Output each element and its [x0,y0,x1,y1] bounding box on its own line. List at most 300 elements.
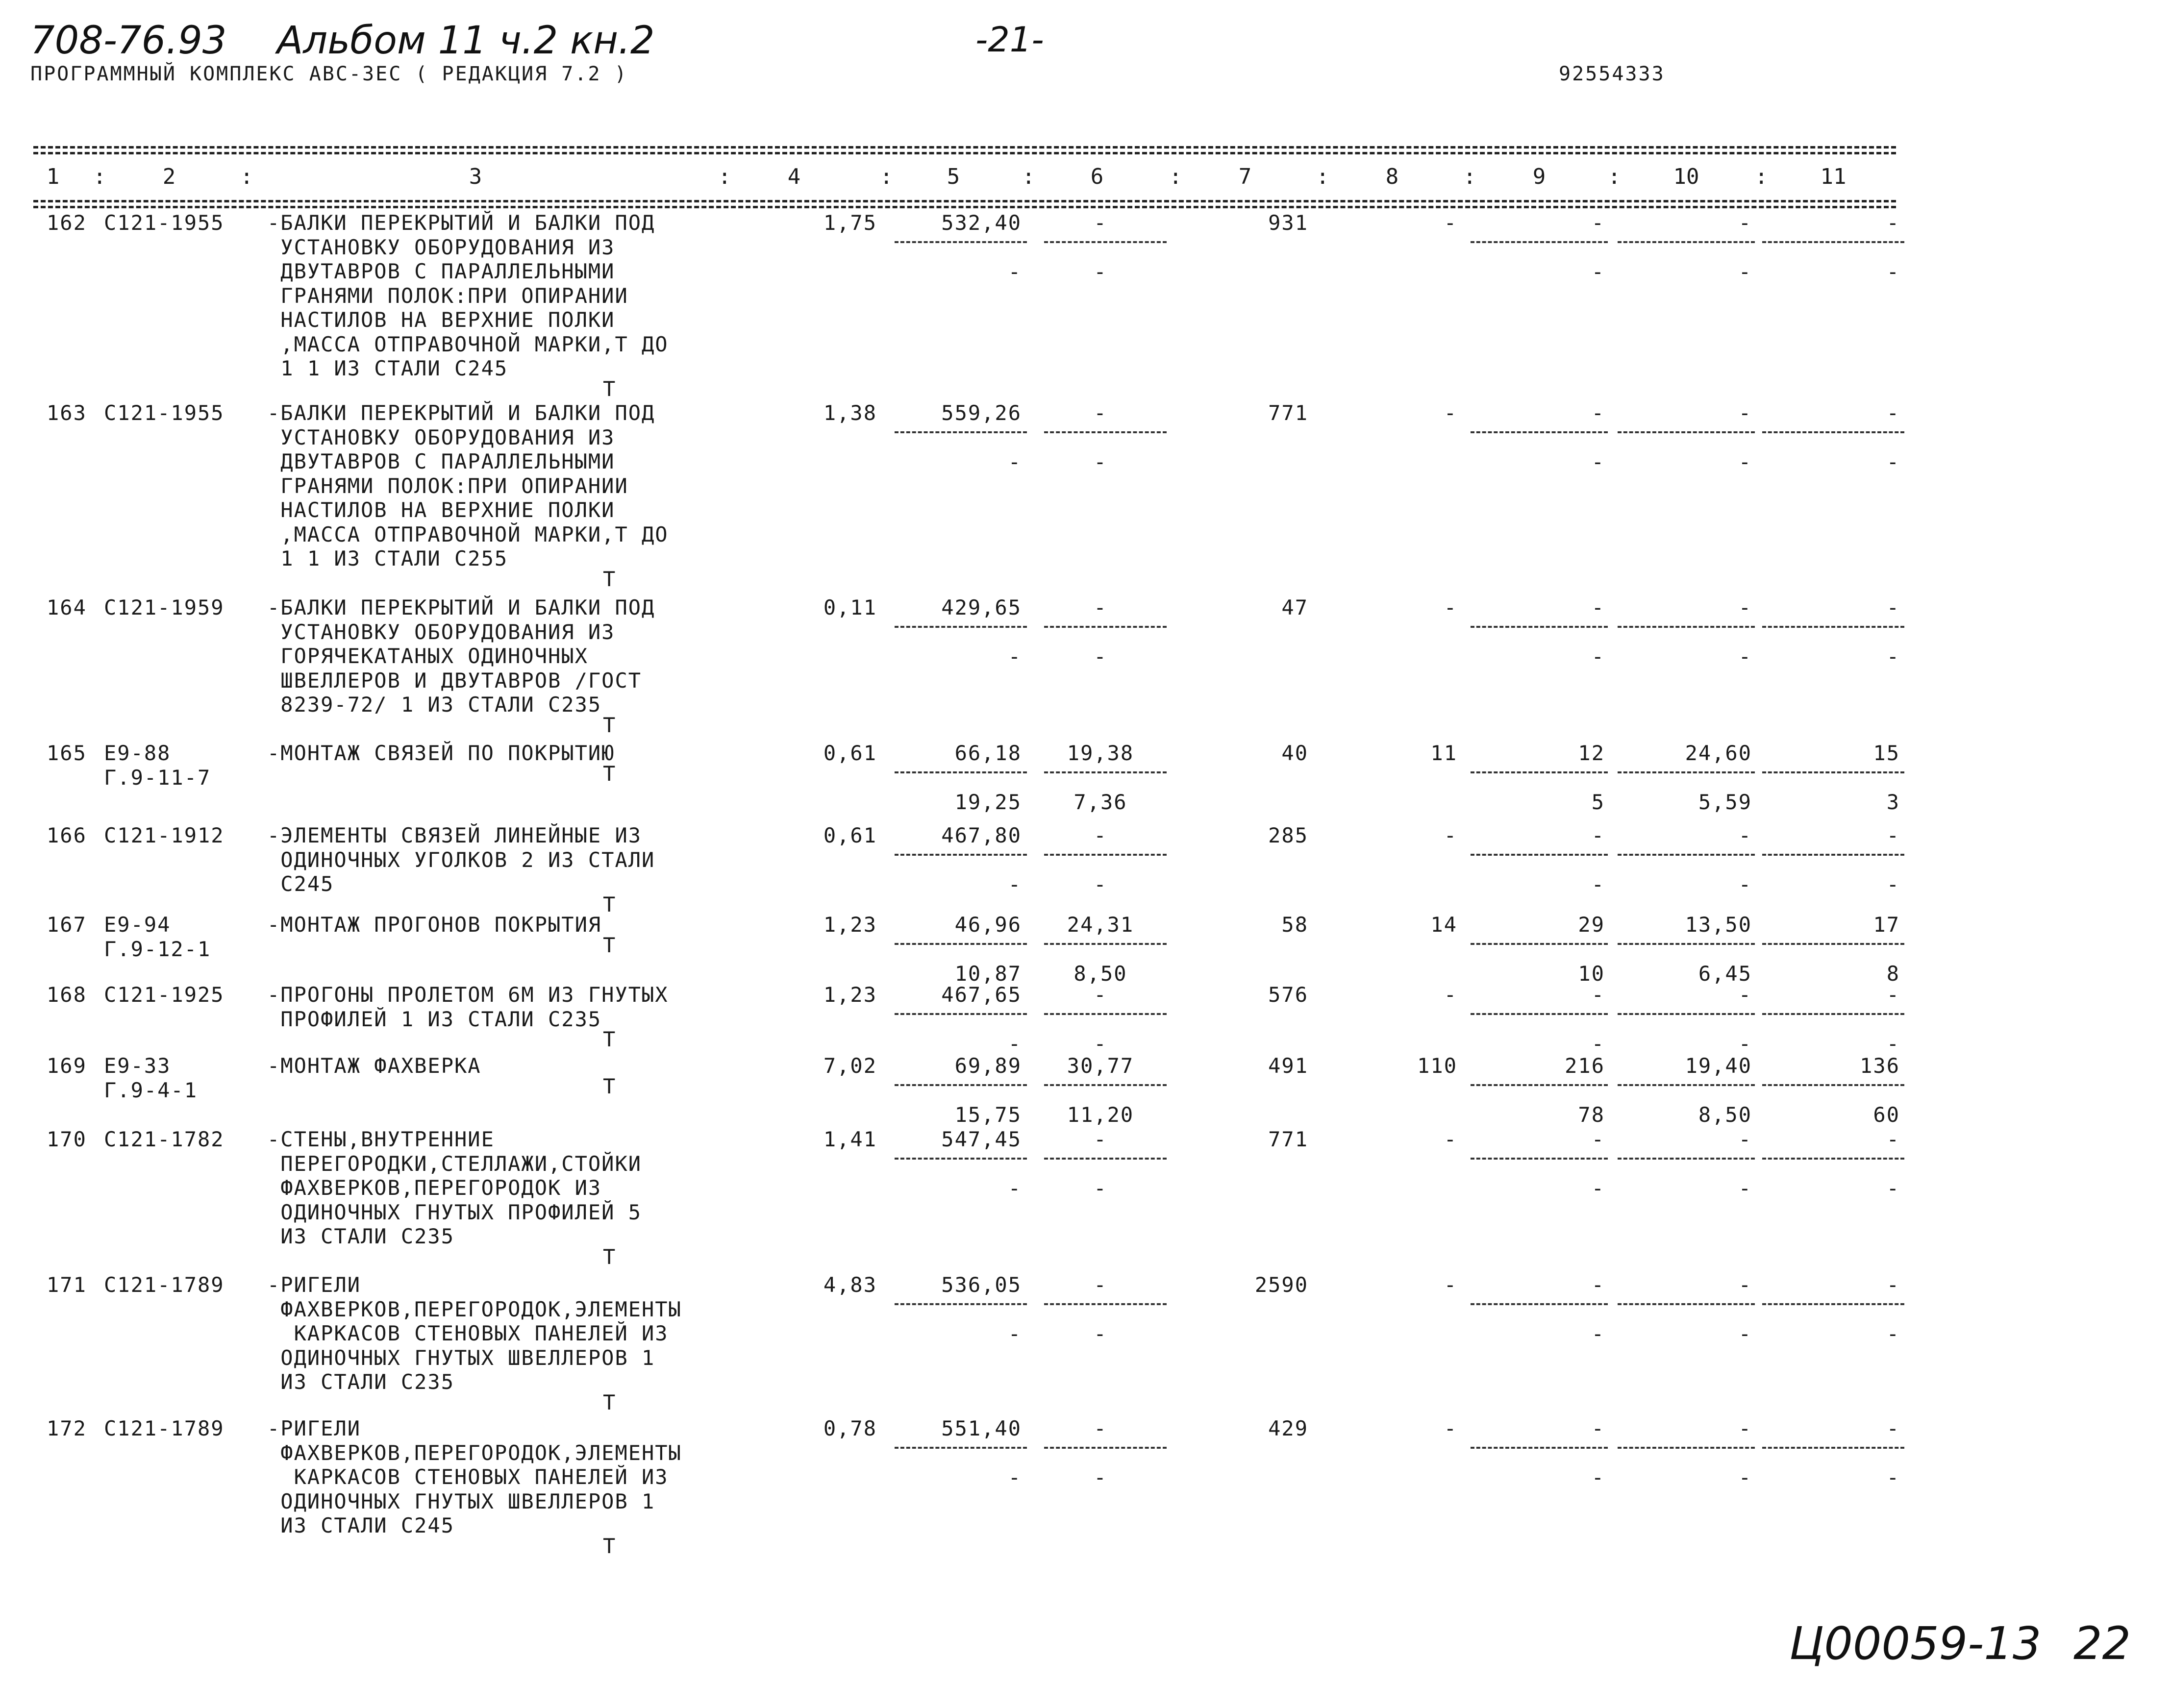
column-9-sub: - [1591,872,1605,896]
column-11-value: 15 [1873,741,1900,765]
column-11-value: - [1886,1416,1900,1440]
resource-code: Е9-88 [104,741,171,765]
resource-code: С121-1955 [104,401,225,425]
column-6-sub: 8,50 [1073,962,1127,986]
unit-cost: 532,40 [941,211,1022,235]
total-cost: 47 [1281,595,1308,619]
column-10-sub: - [1738,1322,1752,1346]
work-description: ГРАНЯМИ ПОЛОК:ПРИ ОПИРАНИИ [267,473,628,498]
quantity: 1,23 [823,983,877,1007]
column-11-sub: 8 [1886,962,1900,986]
column-6-value: 19,38 [1067,741,1134,765]
work-description: ИЗ СТАЛИ С245 [267,1513,455,1537]
column-6-sub: - [1094,872,1107,896]
column-10-sub: - [1738,260,1752,284]
work-description: КАРКАСОВ СТЕНОВЫХ ПАНЕЛЕЙ ИЗ [267,1465,669,1489]
column-9-value: - [1591,1273,1605,1297]
row-number: 166 [47,823,87,847]
column-6-value: - [1094,983,1107,1007]
row-number: 167 [47,913,87,937]
unit-cost: 66,18 [954,741,1022,765]
column-number: 5 [947,164,960,189]
fraction-rule [1618,431,1755,433]
column-6-sub: - [1094,1032,1107,1056]
fraction-rule [1618,771,1755,773]
column-10-sub: - [1738,644,1752,668]
work-description: -МОНТАЖ СВЯЗЕЙ ПО ПОКРЫТИЮ [267,741,615,765]
quantity: 0,61 [823,741,877,765]
resource-code: Е9-33 [104,1054,171,1078]
column-6-sub: - [1094,1176,1107,1200]
fraction-rule [895,1013,1027,1015]
column-9-sub: - [1591,644,1605,668]
fraction-rule [1762,943,1904,945]
column-9-value: 29 [1578,913,1605,937]
fraction-rule [1471,771,1608,773]
quantity: 0,61 [823,823,877,847]
fraction-rule [1618,1013,1755,1015]
fraction-rule [1471,1303,1608,1305]
work-description: -РИГЕЛИ [267,1273,361,1297]
column-10-sub: 8,50 [1698,1103,1752,1127]
column-11-value: - [1886,211,1900,235]
resource-code: Г.9-11-7 [104,766,211,790]
column-separator: : [1316,164,1329,189]
total-cost: 40 [1281,741,1308,765]
column-8-value: - [1444,595,1457,619]
unit-of-measure: Т [603,933,617,957]
column-11-sub: - [1886,1465,1900,1489]
unit-cost-sub: - [1008,644,1022,668]
unit-of-measure: Т [603,567,617,591]
row-number: 164 [47,595,87,619]
column-9-value: - [1591,1416,1605,1440]
column-6-value: - [1094,1127,1107,1151]
column-header-rule [33,200,1896,202]
fraction-rule [1471,854,1608,856]
row-number: 171 [47,1273,87,1297]
work-description: -БАЛКИ ПЕРЕКРЫТИЙ И БАЛКИ ПОД [267,401,655,425]
total-cost: 58 [1281,913,1308,937]
fraction-rule [1762,771,1904,773]
fraction-rule [1044,1447,1167,1449]
work-description: ПРОФИЛЕЙ 1 ИЗ СТАЛИ С235 [267,1007,602,1031]
work-description: ФАХВЕРКОВ,ПЕРЕГОРОДОК,ЭЛЕМЕНТЫ [267,1440,682,1465]
column-11-sub: - [1886,1322,1900,1346]
program-name: ПРОГРАММНЫЙ КОМПЛЕКС АВС-3ЕС ( РЕДАКЦИЯ 7.2 ) [30,63,628,85]
quantity: 0,11 [823,595,877,619]
resource-code: С121-1789 [104,1273,225,1297]
row-number: 162 [47,211,87,235]
unit-of-measure: Т [603,1027,617,1051]
resource-code: С121-1789 [104,1416,225,1440]
quantity: 1,23 [823,913,877,937]
quantity: 7,02 [823,1054,877,1078]
fraction-rule [895,1447,1027,1449]
fraction-rule [1762,1447,1904,1449]
column-header-rule-2 [33,206,1896,208]
column-10-value: - [1738,983,1752,1007]
column-8-value: - [1444,1127,1457,1151]
unit-of-measure: Т [603,713,617,737]
column-number: 11 [1820,164,1847,189]
unit-cost: 536,05 [941,1273,1022,1297]
work-description: С245 [267,872,334,896]
unit-cost: 69,89 [954,1054,1022,1078]
column-11-sub: - [1886,644,1900,668]
column-6-value: - [1094,595,1107,619]
fraction-rule [1471,1084,1608,1086]
column-6-value: - [1094,401,1107,425]
unit-of-measure: Т [603,376,617,401]
work-description: 1 1 ИЗ СТАЛИ С255 [267,546,508,570]
column-8-value: 14 [1430,913,1457,937]
row-number: 163 [47,401,87,425]
quantity: 1,41 [823,1127,877,1151]
unit-of-measure: Т [603,1074,617,1098]
work-description: УСТАНОВКУ ОБОРУДОВАНИЯ ИЗ [267,235,615,259]
column-11-sub: - [1886,872,1900,896]
total-cost: 931 [1268,211,1308,235]
column-6-sub: - [1094,644,1107,668]
unit-cost-sub: - [1008,1322,1022,1346]
unit-of-measure: Т [603,1534,617,1558]
unit-cost: 429,65 [941,595,1022,619]
table-top-rule [33,146,1896,149]
resource-code: С121-1959 [104,595,225,619]
unit-cost: 551,40 [941,1416,1022,1440]
fraction-rule [1044,1303,1167,1305]
column-9-value: - [1591,595,1605,619]
column-10-value: - [1738,211,1752,235]
unit-of-measure: Т [603,1244,617,1269]
column-number: 8 [1385,164,1399,189]
fraction-rule [1762,626,1904,628]
column-9-value: - [1591,1127,1605,1151]
column-separator: : [1463,164,1476,189]
column-11-value: - [1886,983,1900,1007]
column-6-value: - [1094,211,1107,235]
column-10-sub: 6,45 [1698,962,1752,986]
total-cost: 576 [1268,983,1308,1007]
unit-cost: 46,96 [954,913,1022,937]
work-description: ОДИНОЧНЫХ ГНУТЫХ ШВЕЛЛЕРОВ 1 [267,1345,655,1370]
column-10-value: - [1738,1273,1752,1297]
column-11-value: - [1886,595,1900,619]
column-9-sub: 10 [1578,962,1605,986]
row-number: 168 [47,983,87,1007]
work-description: -МОНТАЖ ПРОГОНОВ ПОКРЫТИЯ [267,913,602,937]
column-9-sub: 78 [1578,1103,1605,1127]
column-6-value: 30,77 [1067,1054,1134,1078]
fraction-rule [1618,854,1755,856]
column-10-value: - [1738,1127,1752,1151]
column-8-value: - [1444,823,1457,847]
fraction-rule [1762,241,1904,243]
column-8-value: 110 [1417,1054,1457,1078]
fraction-rule [895,431,1027,433]
fraction-rule [1044,1084,1167,1086]
column-9-sub: - [1591,450,1605,474]
column-number: 4 [787,164,801,189]
column-8-value: - [1444,401,1457,425]
column-10-value: - [1738,595,1752,619]
column-9-value: - [1591,983,1605,1007]
quantity: 1,75 [823,211,877,235]
column-6-sub: - [1094,450,1107,474]
fraction-rule [1618,1447,1755,1449]
fraction-rule [1471,626,1608,628]
column-separator: : [880,164,893,189]
column-10-value: 19,40 [1685,1054,1752,1078]
row-number: 172 [47,1416,87,1440]
work-description: -РИГЕЛИ [267,1416,361,1440]
fraction-rule [1762,1013,1904,1015]
work-description: ,МАССА ОТПРАВОЧНОЙ МАРКИ,Т ДО [267,522,669,546]
resource-code: С121-1925 [104,983,225,1007]
resource-code: Г.9-4-1 [104,1078,198,1102]
column-8-value: - [1444,1416,1457,1440]
work-description: ДВУТАВРОВ С ПАРАЛЛЕЛЬНЫМИ [267,259,615,283]
unit-cost-sub: - [1008,1465,1022,1489]
fraction-rule [895,1084,1027,1086]
total-cost: 771 [1268,1127,1308,1151]
work-description: НАСТИЛОВ НА ВЕРХНИЕ ПОЛКИ [267,498,615,522]
column-9-sub: - [1591,1032,1605,1056]
total-cost: 429 [1268,1416,1308,1440]
fraction-rule [1471,431,1608,433]
column-number: 9 [1532,164,1546,189]
sheet-stamp: Ц00059-13 [1789,1617,2042,1670]
column-11-value: 17 [1873,913,1900,937]
fraction-rule [1471,1447,1608,1449]
column-11-sub: 3 [1886,790,1900,814]
unit-cost: 547,45 [941,1127,1022,1151]
work-description: 1 1 ИЗ СТАЛИ С245 [267,356,508,380]
column-9-sub: - [1591,1465,1605,1489]
work-description: ОДИНОЧНЫХ ГНУТЫХ ШВЕЛЛЕРОВ 1 [267,1489,655,1513]
column-11-value: - [1886,823,1900,847]
work-description: ГОРЯЧЕКАТАНЫХ ОДИНОЧНЫХ [267,644,588,668]
fraction-rule [1471,241,1608,243]
fraction-rule [1044,241,1167,243]
unit-cost-sub: 19,25 [954,790,1022,814]
fraction-rule [1762,854,1904,856]
column-8-value: - [1444,211,1457,235]
column-11-value: 136 [1860,1054,1900,1078]
resource-code: С121-1782 [104,1127,225,1151]
column-separator: : [1608,164,1621,189]
unit-cost: 559,26 [941,401,1022,425]
fraction-rule [1471,943,1608,945]
column-separator: : [93,164,106,189]
work-description: УСТАНОВКУ ОБОРУДОВАНИЯ ИЗ [267,425,615,449]
column-6-value: - [1094,1416,1107,1440]
fraction-rule [1618,241,1755,243]
sheet-number: 22 [2073,1617,2131,1670]
fraction-rule [1044,431,1167,433]
column-separator: : [1169,164,1182,189]
column-9-sub: - [1591,1176,1605,1200]
work-description: КАРКАСОВ СТЕНОВЫХ ПАНЕЛЕЙ ИЗ [267,1321,669,1345]
work-description: ДВУТАВРОВ С ПАРАЛЛЕЛЬНЫМИ [267,449,615,473]
fraction-rule [895,626,1027,628]
work-description: ИЗ СТАЛИ С235 [267,1224,455,1248]
column-10-sub: - [1738,450,1752,474]
column-6-sub: - [1094,1465,1107,1489]
fraction-rule [1044,626,1167,628]
fraction-rule [1618,626,1755,628]
fraction-rule [1762,1158,1904,1160]
album-label: Альбом 11 ч.2 кн.2 [277,19,655,63]
column-8-value: - [1444,983,1457,1007]
total-cost: 771 [1268,401,1308,425]
work-description: УСТАНОВКУ ОБОРУДОВАНИЯ ИЗ [267,619,615,644]
column-6-sub: - [1094,1322,1107,1346]
resource-code: Е9-94 [104,913,171,937]
fraction-rule [1044,1013,1167,1015]
work-description: -ЭЛЕМЕНТЫ СВЯЗЕЙ ЛИНЕЙНЫЕ ИЗ [267,823,642,847]
work-description: НАСТИЛОВ НА ВЕРХНИЕ ПОЛКИ [267,308,615,332]
unit-cost-sub: - [1008,1176,1022,1200]
work-description: -МОНТАЖ ФАХВЕРКА [267,1054,481,1078]
unit-of-measure: Т [603,892,617,916]
column-10-value: - [1738,401,1752,425]
fraction-rule [1618,1158,1755,1160]
column-11-value: - [1886,1273,1900,1297]
work-description: ГРАНЯМИ ПОЛОК:ПРИ ОПИРАНИИ [267,283,628,308]
work-description: ИЗ СТАЛИ С235 [267,1370,455,1394]
fraction-rule [895,241,1027,243]
column-11-sub: 60 [1873,1103,1900,1127]
unit-cost: 467,65 [941,983,1022,1007]
column-10-sub: 5,59 [1698,790,1752,814]
unit-cost-sub: 10,87 [954,962,1022,986]
column-number: 7 [1238,164,1252,189]
fraction-rule [895,771,1027,773]
work-description: ОДИНОЧНЫХ ГНУТЫХ ПРОФИЛЕЙ 5 [267,1200,642,1224]
fraction-rule [1762,431,1904,433]
column-10-sub: - [1738,872,1752,896]
column-11-sub: - [1886,1032,1900,1056]
fraction-rule [1618,1303,1755,1305]
column-9-value: 12 [1578,741,1605,765]
total-cost: 491 [1268,1054,1308,1078]
column-9-value: 216 [1565,1054,1605,1078]
column-number: 1 [46,164,60,189]
work-description: 8239-72/ 1 ИЗ СТАЛИ С235 [267,693,602,717]
fraction-rule [1044,854,1167,856]
column-9-sub: 5 [1591,790,1605,814]
fraction-rule [895,943,1027,945]
column-9-value: - [1591,823,1605,847]
unit-cost-sub: - [1008,260,1022,284]
row-number: 169 [47,1054,87,1078]
column-6-sub: 11,20 [1067,1103,1134,1127]
fraction-rule [1044,771,1167,773]
column-10-value: - [1738,823,1752,847]
unit-cost-sub: 15,75 [954,1103,1022,1127]
unit-cost-sub: - [1008,872,1022,896]
fraction-rule [1618,943,1755,945]
column-number: 2 [162,164,176,189]
column-10-sub: - [1738,1465,1752,1489]
unit-cost-sub: - [1008,1032,1022,1056]
column-11-value: - [1886,401,1900,425]
column-9-sub: - [1591,260,1605,284]
column-number: 6 [1090,164,1104,189]
column-11-sub: - [1886,1176,1900,1200]
document-number: 92554333 [1559,63,1665,85]
work-description: ШВЕЛЛЕРОВ И ДВУТАВРОВ /ГОСТ [267,668,642,693]
fraction-rule [1618,1084,1755,1086]
column-6-value: - [1094,823,1107,847]
quantity: 0,78 [823,1416,877,1440]
column-9-value: - [1591,211,1605,235]
row-number: 165 [47,741,87,765]
column-6-value: 24,31 [1067,913,1134,937]
unit-cost-sub: - [1008,450,1022,474]
fraction-rule [895,1303,1027,1305]
column-8-value: 11 [1430,741,1457,765]
quantity: 4,83 [823,1273,877,1297]
column-9-value: - [1591,401,1605,425]
fraction-rule [1471,1158,1608,1160]
column-9-sub: - [1591,1322,1605,1346]
work-description: ФАХВЕРКОВ,ПЕРЕГОРОДОК,ЭЛЕМЕНТЫ [267,1297,682,1321]
work-description: -БАЛКИ ПЕРЕКРЫТИЙ И БАЛКИ ПОД [267,211,655,235]
work-description: ПЕРЕГОРОДКИ,СТЕЛЛАЖИ,СТОЙКИ [267,1151,642,1176]
fraction-rule [1044,943,1167,945]
unit-cost: 467,80 [941,823,1022,847]
column-8-value: - [1444,1273,1457,1297]
work-description: ,МАССА ОТПРАВОЧНОЙ МАРКИ,Т ДО [267,332,669,356]
column-separator: : [718,164,731,189]
column-separator: : [240,164,253,189]
fraction-rule [895,1158,1027,1160]
table-top-rule-2 [33,152,1896,154]
column-11-sub: - [1886,260,1900,284]
column-10-value: - [1738,1416,1752,1440]
fraction-rule [1044,1158,1167,1160]
column-11-sub: - [1886,450,1900,474]
column-10-sub: - [1738,1176,1752,1200]
work-description: ОДИНОЧНЫХ УГОЛКОВ 2 ИЗ СТАЛИ [267,847,655,872]
document-code: 708-76.93 [30,19,227,63]
fraction-rule [1762,1084,1904,1086]
column-separator: : [1755,164,1768,189]
page-number: -21- [975,20,1044,60]
column-number: 10 [1673,164,1699,189]
column-6-sub: - [1094,260,1107,284]
fraction-rule [1762,1303,1904,1305]
total-cost: 2590 [1254,1273,1308,1297]
column-separator: : [1022,164,1035,189]
column-number: 3 [469,164,482,189]
column-6-value: - [1094,1273,1107,1297]
row-number: 170 [47,1127,87,1151]
unit-of-measure: Т [603,761,617,786]
work-description: -ПРОГОНЫ ПРОЛЕТОМ 6М ИЗ ГНУТЫХ [267,983,669,1007]
column-6-sub: 7,36 [1073,790,1127,814]
unit-of-measure: Т [603,1390,617,1414]
work-description: -СТЕНЫ,ВНУТРЕННИЕ [267,1127,495,1151]
column-10-value: 13,50 [1685,913,1752,937]
resource-code: Г.9-12-1 [104,937,211,961]
resource-code: С121-1955 [104,211,225,235]
fraction-rule [895,854,1027,856]
column-11-value: - [1886,1127,1900,1151]
